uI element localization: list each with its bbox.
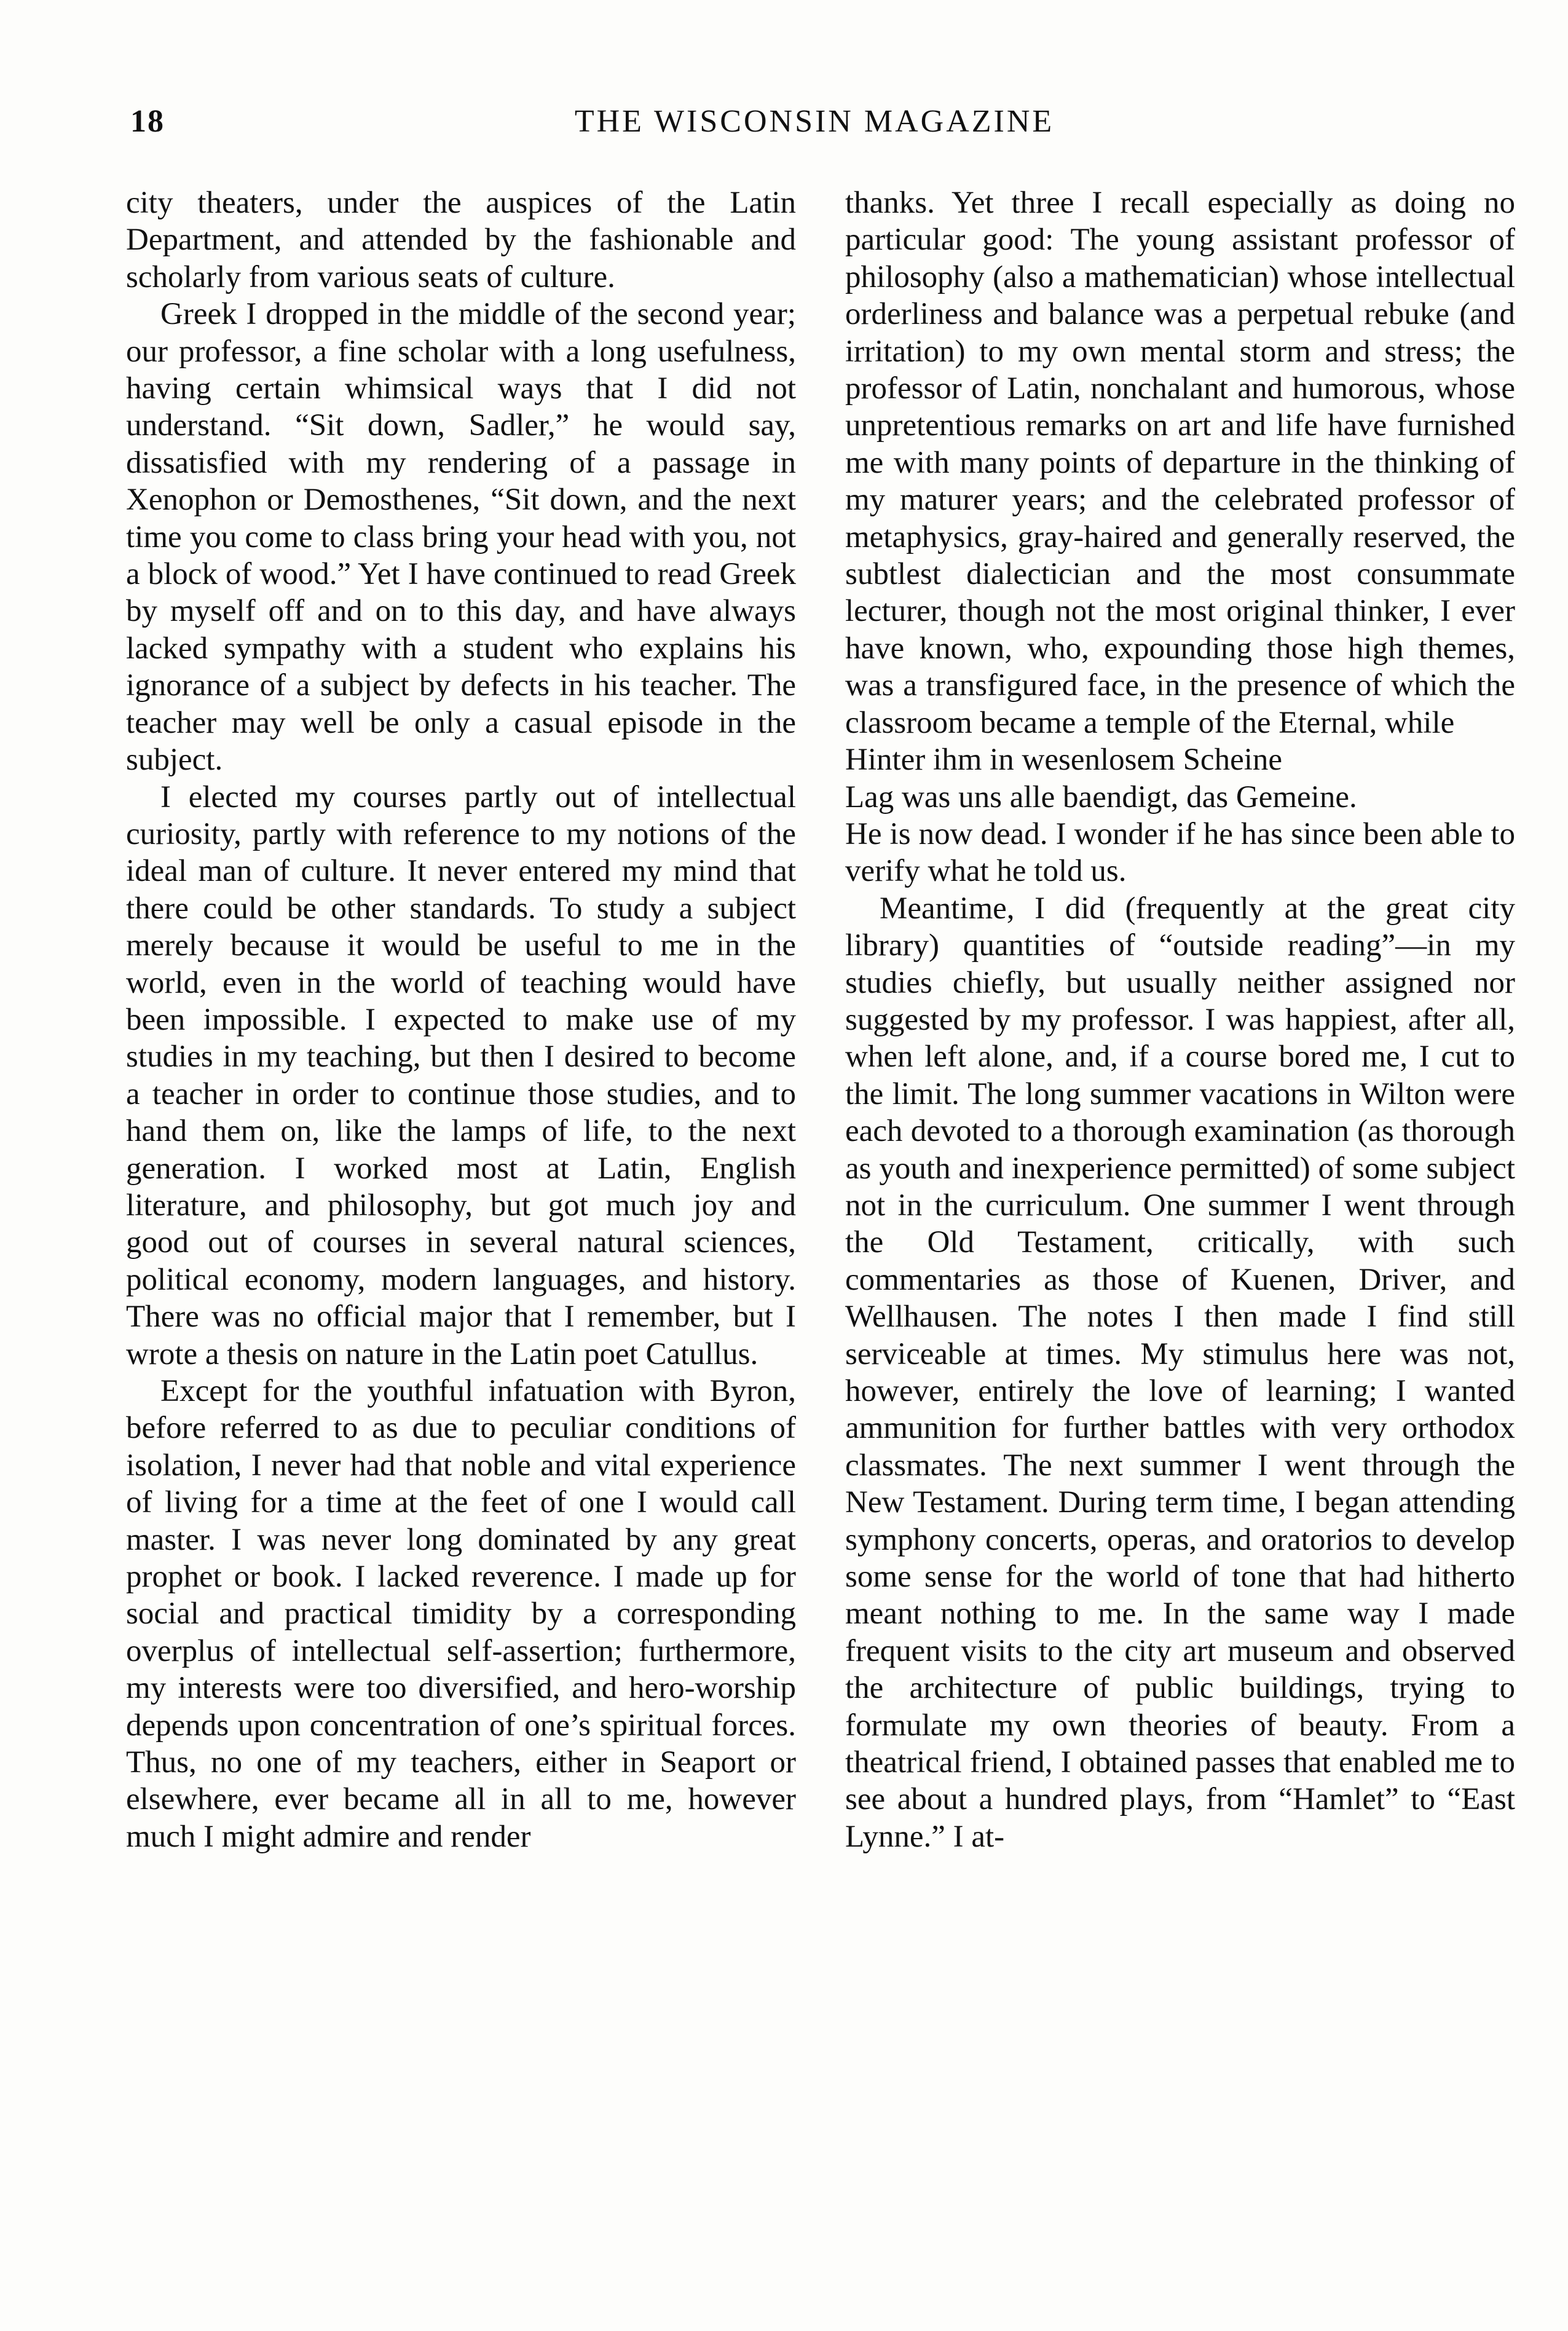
right-column [845, 184, 1515, 2182]
running-title: THE WISCONSIN MAGAZINE [574, 104, 1055, 139]
page-number: 18 [130, 104, 165, 139]
paragraph: He is now dead. I wonder if he has since been able to verify what he told us. [845, 816, 1515, 889]
verse-line: Hinter ihm in wesenlosem Scheine [845, 743, 1283, 778]
paragraph: I elected my courses partly out of intellectual curiosity, partly with reference to my notions of the ideal man of culture. It never entered my mind that there could be other standards. To study a subject merely because it would be useful to me in the world, even in the world of teaching would have been impossible. I expected to make use of my studies in my teaching, but then I desired to become a teacher in order to continue those studies, and to hand them on, like the lamps of life, to the next generation. I worked most at Latin, English literature, and philosophy, but got much joy and good out of courses in several natural sciences, political economy, modern languages, and history. There was no official major that I remember, but I wrote a thesis on nature in the Latin poet Catullus. [126, 779, 796, 1371]
left-column [126, 184, 796, 2182]
paragraph: Except for the youthful infatuation with Byron, before referred to as due to peculiar conditions of isolation, I never had that noble and vital experience of living for a time at the feet of one I would call master. I was never long dominated by any great prophet or book. I lacked reverence. I made up for social and practical timidity by a corresponding overplus of intellectual self-assertion; furthermore, my interests were too diversified, and hero-worship depends upon concentration of one’s spiritual forces. Thus, no one of my teachers, either in Seaport or elsewhere, ever became all in all to me, however much I might admire and render [126, 1374, 796, 1854]
verse-line: Lag was uns alle baendigt, das Gemeine. [845, 779, 1357, 814]
paragraph: Greek I dropped in the middle of the second year; our professor, a fine scholar with a long usefulness, having certain whimsical ways that I did not understand. “Sit down, Sadler,” he would say, dissatisfied with my rendering of a passage in Xenophon or Demosthenes, “Sit down, and the next time you come to class bring your head with you, not a block of wood.” Yet I have continued to read Greek by myself off and on to this day, and have always lacked sympathy with a student who explains his ignorance of a subject by defects in his teacher. The teacher may well be only a casual episode in the subject. [126, 297, 796, 778]
paragraph: city theaters, under the auspices of the Latin Department, and attended by the fashionable and scholarly from various seats of culture. [126, 186, 796, 294]
paragraph: Meantime, I did (frequently at the great city library) quantities of “outside reading”—in my studies chiefly, but usually neither assigned nor suggested by my professor. I was happiest, after all, when left alone, and, if a course bored me, I cut to the limit. The long summer vacations in Wilton were each devoted to a thorough examination (as thorough as youth and inexperience permitted) of some subject not in the curriculum. One summer I went through the Old Testament, critically, with such commentaries as those of Kuenen, Driver, and Wellhausen. The notes I then made I find still serviceable at times. My stimulus here was not, however, entirely the love of learning; I wanted ammunition for further battles with very orthodox classmates. The next summer I went through the New Testament. During term time, I began attending symphony concerts, operas, and oratorios to develop some sense for the world of tone that had hitherto meant nothing to me. In the same way I made frequent visits to the city art museum and observed the architecture of public buildings, trying to formulate my own theories of beauty. From a theatrical friend, I obtained passes that enabled me to see about a hundred plays, from “Hamlet” to “East Lynne.” I at- [845, 891, 1515, 1854]
paragraph: thanks. Yet three I recall especially as doing no particular good: The young assistant professor of philosophy (also a mathematician) whose intellectual orderliness and balance was a perpetual rebuke (and irritation) to my own mental storm and stress; the professor of Latin, nonchalant and humorous, whose unpretentious remarks on art and life have furnished me with many points of departure in the thinking of my maturer years; and the celebrated professor of metaphysics, gray-haired and generally reserved, the subtlest dialectician and the most consummate lecturer, though not the most original thinker, I ever have known, who, expounding those high themes, was a transfigured face, in the presence of which the classroom became a temple of the Eternal, while [845, 186, 1515, 740]
page-header [123, 103, 1506, 152]
